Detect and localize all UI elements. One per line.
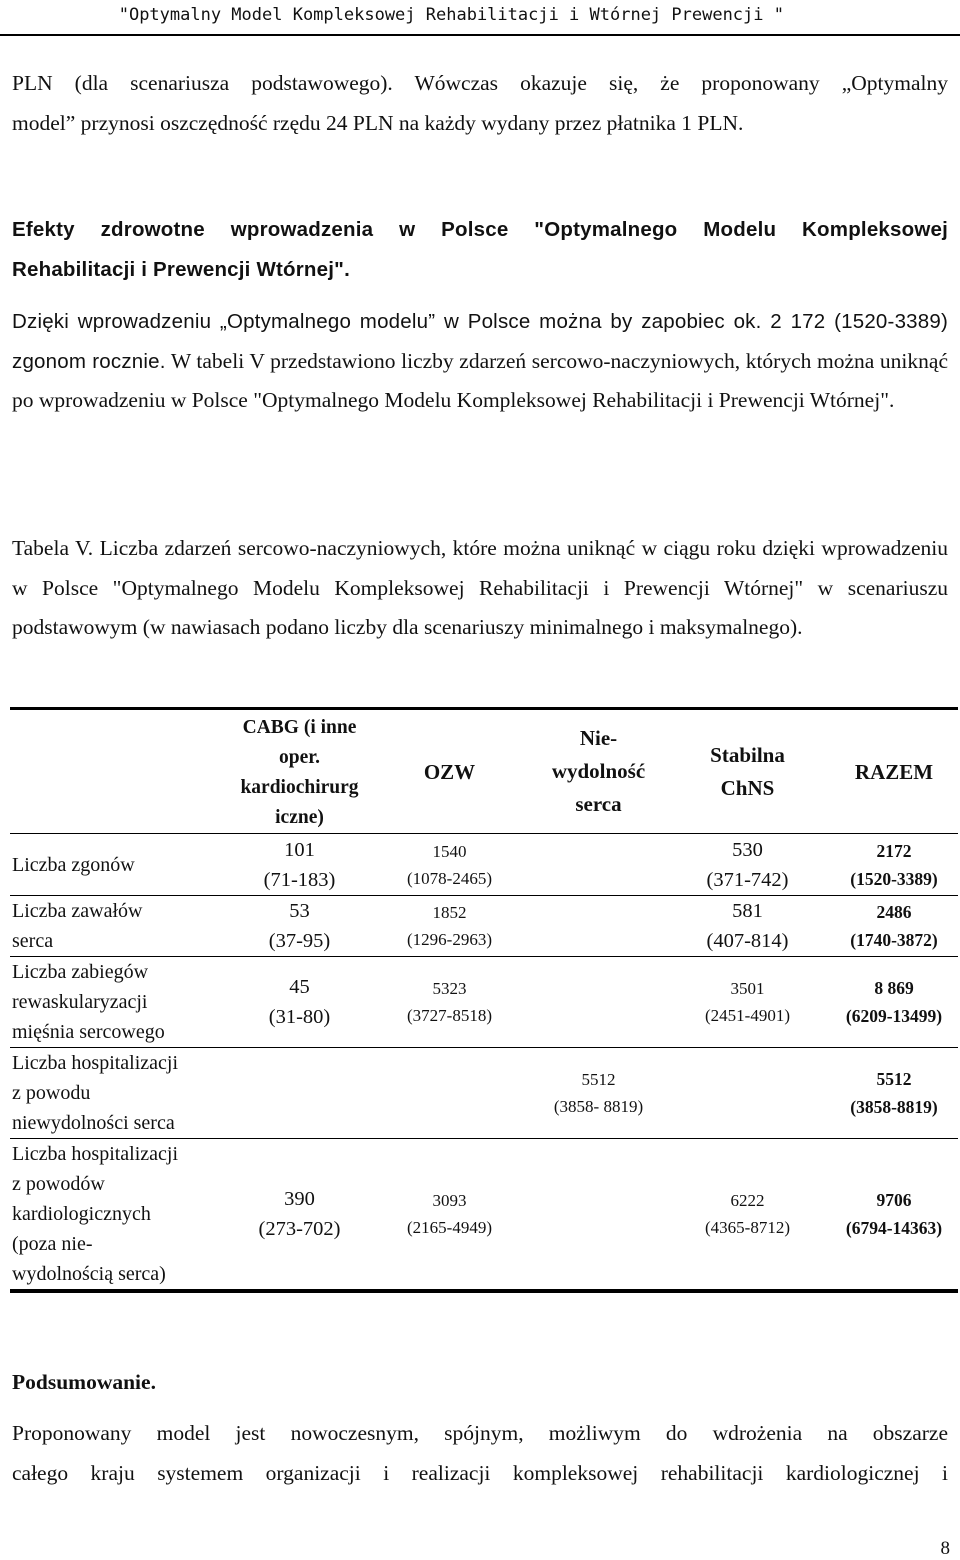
table-row xyxy=(10,834,958,896)
summary-line-1: Proponowany model jest nowoczesnym, spójnym, możliwym do wdrożenia na obszarze xyxy=(12,1421,948,1445)
value: 390 xyxy=(284,1188,315,1210)
row-label-line: rewaskularyzacji xyxy=(12,991,148,1013)
header-cabg xyxy=(232,709,367,834)
row-label-line: (poza nie- xyxy=(12,1233,93,1255)
section-heading-line-1: Efekty zdrowotne wprowadzenia w Polsce "Optymalnego Modelu Kompleksowej xyxy=(12,218,948,241)
row-label-line: mięśnia sercowego xyxy=(12,1021,165,1043)
cell-nie xyxy=(532,1139,665,1292)
range: (6209-13499) xyxy=(845,1006,943,1026)
range: (1078-2465) xyxy=(407,868,492,888)
value: 3501 xyxy=(730,979,765,998)
running-header: "Optymalny Model Kompleksowej Rehabilitacji i Wtórnej Prewencji " xyxy=(118,5,784,25)
cell-ozw xyxy=(367,896,532,957)
cell-nie xyxy=(532,896,665,957)
cell-chns xyxy=(665,957,830,1048)
header-cabg-line-4: iczne) xyxy=(275,807,324,828)
value: 2172 xyxy=(876,840,912,861)
row-label-line: wydolnością serca) xyxy=(12,1263,166,1285)
value: 53 xyxy=(289,900,310,922)
cell-ozw xyxy=(367,1139,532,1292)
row-label xyxy=(10,957,232,1048)
range: (4365-8712) xyxy=(705,1218,790,1237)
table-header-row xyxy=(10,709,958,834)
cell-nie xyxy=(532,957,665,1048)
header-chns-line-1: Stabilna xyxy=(710,742,785,767)
row-label-line: z powodu xyxy=(12,1082,91,1104)
range: (3727-8518) xyxy=(407,1006,492,1025)
range: (2451-4901) xyxy=(705,1006,790,1025)
cell-cabg xyxy=(232,834,367,896)
row-label-line: z powodów xyxy=(12,1173,105,1195)
header-nie-line-2: wydolność xyxy=(551,759,646,783)
cell-razem xyxy=(830,834,958,896)
row-label-line: Liczba hospitalizacji xyxy=(12,1052,179,1074)
cell-ozw xyxy=(367,1048,532,1139)
summary-heading: Podsumowanie. xyxy=(12,1370,156,1394)
header-nie-line-1: Nie- xyxy=(579,726,618,750)
cell-cabg xyxy=(232,1048,367,1139)
row-label xyxy=(10,834,232,896)
cell-ozw xyxy=(367,834,532,896)
row-label-line: kardiologicznych xyxy=(12,1203,151,1225)
header-rule xyxy=(0,34,960,36)
value: 581 xyxy=(732,900,763,922)
table-row xyxy=(10,957,958,1048)
table-row xyxy=(10,1139,958,1292)
header-cabg-line-1: CABG (i inne xyxy=(242,717,357,738)
value: 5512 xyxy=(876,1069,912,1089)
summary-line-2: całego kraju systemem organizacji i realizacji kompleksowej rehabilitacji kardiologicznej i xyxy=(12,1461,948,1485)
cell-razem xyxy=(830,896,958,957)
range: (1296-2963) xyxy=(407,930,492,949)
header-razem: RAZEM xyxy=(854,759,934,784)
row-label xyxy=(10,1048,232,1139)
value: 8 869 xyxy=(874,978,914,998)
value: 45 xyxy=(289,976,310,998)
header-cabg-line-2: oper. xyxy=(279,747,320,768)
row-label xyxy=(10,1139,232,1292)
header-niewydolnosc xyxy=(532,709,665,834)
row-label-line: Liczba hospitalizacji xyxy=(12,1143,179,1165)
cell-chns xyxy=(665,1048,830,1139)
cell-razem xyxy=(830,1048,958,1139)
row-label-line: Liczba zabiegów xyxy=(12,961,149,983)
section-body-sans: Dzięki wprowadzeniu „Optymalnego modelu” w Polsce można by zapobiec ok. 2 172 (1520-3389) zgonom rocznie. xyxy=(12,310,948,373)
value: 2486 xyxy=(876,902,912,922)
table-row xyxy=(10,896,958,957)
row-label-line: niewydolności serca xyxy=(12,1112,175,1134)
cell-nie xyxy=(532,1048,665,1139)
intro-line-2: model” przynosi oszczędność rzędu 24 PLN na każdy wydany przez płatnika 1 PLN. xyxy=(12,111,744,135)
cell-chns xyxy=(665,1139,830,1292)
value: 1852 xyxy=(432,903,467,922)
range: (1520-3389) xyxy=(850,868,938,889)
value: 101 xyxy=(284,838,315,861)
range: (2165-4949) xyxy=(407,1218,492,1237)
header-ozw: OZW xyxy=(423,759,476,784)
intro-line-1: PLN (dla scenariusza podstawowego). Wówczas okazuje się, że proponowany „Optymalny xyxy=(12,71,948,95)
header-cabg-line-3: kardiochirurg xyxy=(240,777,359,798)
value: 6222 xyxy=(730,1191,765,1210)
value: 3093 xyxy=(432,1191,467,1210)
value: 5512 xyxy=(581,1070,616,1089)
row-label-line: serca xyxy=(12,930,54,952)
cell-cabg xyxy=(232,1139,367,1292)
table-caption: Tabela V. Liczba zdarzeń sercowo-naczyniowych, które można uniknąć w ciągu roku dzięki wprowadzeniu w Polsce "Optymalnego Modelu Kompleksowej Rehabilitacji i Prewencji Wtórnej" w scenariuszu podstawowym (w nawiasach podano liczby dla scenariuszy minimalnego i maksymalnego). xyxy=(12,536,948,639)
header-stabilna-chns xyxy=(665,709,830,834)
range: (31-80) xyxy=(268,1006,331,1028)
row-label-line: Liczba zawałów xyxy=(12,900,143,922)
range: (1740-3872) xyxy=(850,930,938,950)
cell-chns xyxy=(665,896,830,957)
range: (37-95) xyxy=(268,930,331,952)
header-chns-line-2: ChNS xyxy=(720,775,775,800)
row-label xyxy=(10,896,232,957)
range: (3858- 8819) xyxy=(553,1097,644,1116)
cell-ozw xyxy=(367,957,532,1048)
range: (273-702) xyxy=(258,1218,341,1240)
range: (407-814) xyxy=(706,930,789,952)
section-heading-line-2: Rehabilitacji i Prewencji Wtórnej". xyxy=(12,258,350,281)
value: 1540 xyxy=(432,841,467,861)
table-row xyxy=(10,1048,958,1139)
value: 530 xyxy=(732,838,763,861)
cell-razem xyxy=(830,1139,958,1292)
range: (6794-14363) xyxy=(845,1218,943,1238)
header-nie-line-3: serca xyxy=(575,792,622,816)
section-body xyxy=(12,302,948,421)
value: 9706 xyxy=(876,1190,912,1210)
range: (71-183) xyxy=(263,868,336,891)
cell-razem xyxy=(830,957,958,1048)
cell-cabg xyxy=(232,896,367,957)
cell-cabg xyxy=(232,957,367,1048)
events-table xyxy=(10,707,958,1293)
cell-chns xyxy=(665,834,830,896)
header-empty xyxy=(10,709,232,834)
page-number: 8 xyxy=(940,1538,950,1559)
row-label-line: Liczba zgonów xyxy=(12,853,135,876)
section-body-serif: W tabeli V przedstawiono liczby zdarzeń sercowo-naczyniowych, których można uniknąć po wprowadzeniu w Polsce "Optymalnego Modelu Kompleksowej Rehabilitacji i Prewencji Wtórnej". xyxy=(12,348,948,412)
range: (371-742) xyxy=(706,868,789,891)
value: 5323 xyxy=(432,979,467,998)
range: (3858-8819) xyxy=(850,1097,938,1117)
cell-nie xyxy=(532,834,665,896)
